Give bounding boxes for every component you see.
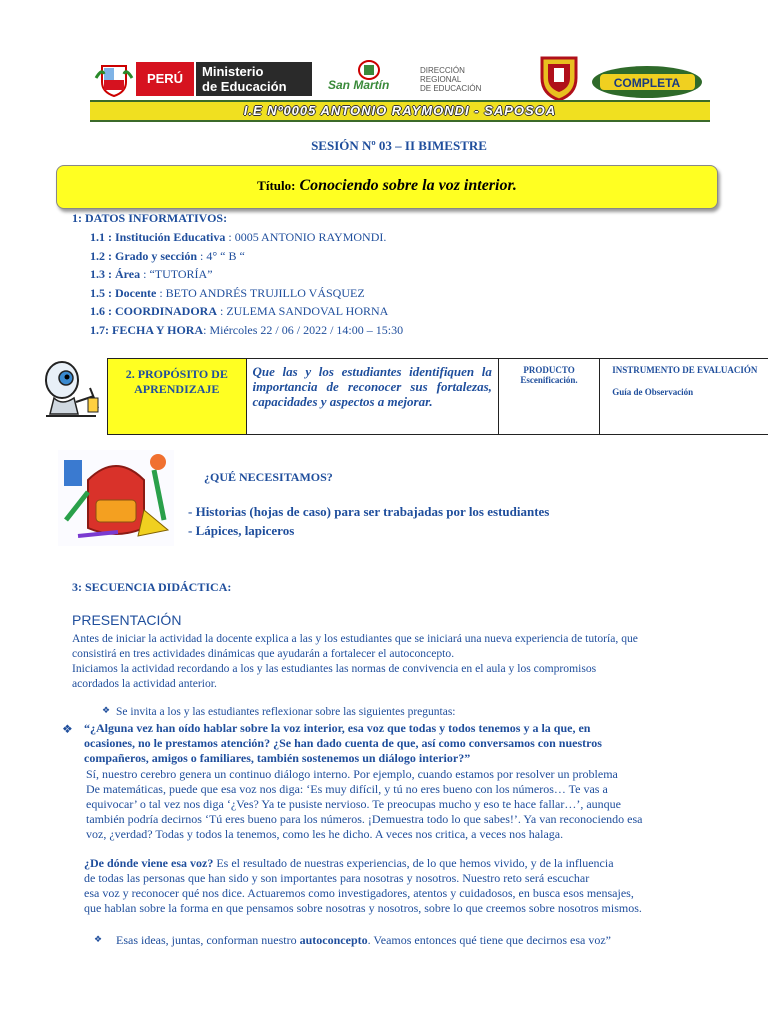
product-value: Escenificación. bbox=[520, 375, 578, 385]
final-text-post: . Veamos entonces qué tiene que decirnos esa voz” bbox=[367, 933, 611, 947]
datos-label: 1.5 : Docente bbox=[90, 286, 157, 300]
datos-row bbox=[90, 267, 213, 282]
datos-row bbox=[90, 323, 403, 338]
question-line: ocasiones, no le prestamos atención? ¿Se han dado cuenta de que, así como conversamos con nuestros bbox=[84, 736, 602, 750]
question-line: compañeros, amigos o familiares, también sostenemos un diálogo interior?” bbox=[84, 751, 471, 765]
title-box bbox=[56, 165, 718, 209]
product-heading: PRODUCTO bbox=[523, 365, 575, 375]
needs-item: - Historias (hojas de caso) para ser trabajadas por los estudiantes bbox=[188, 504, 550, 519]
completa-logo-icon bbox=[590, 62, 705, 100]
question-line: “¿Alguna vez han oído hablar sobre la voz interior, esa voz que todas y todos tenemos y a la que, en bbox=[84, 721, 591, 735]
ministerio-label bbox=[196, 62, 312, 96]
intro-line: Antes de iniciar la actividad la docente explica a las y los estudiantes que se iniciará una nueva experiencia de tutoría, que bbox=[72, 632, 638, 645]
origin-line bbox=[84, 856, 614, 871]
intro-line: Iniciamos la actividad recordando a los y las estudiantes las normas de convivencia en el aula y los compromisos bbox=[72, 662, 597, 675]
intro-line: consistirá en tres actividades dinámicas que ayudarán a fortalecer el autoconcepto. bbox=[72, 647, 455, 660]
minedu-logo bbox=[94, 58, 314, 100]
bullet-icon: ❖ bbox=[94, 934, 103, 944]
bullet-icon: ❖ bbox=[102, 705, 111, 715]
origin-text: Es el resultado de nuestras experiencias, de lo que hemos vivido, y de la influencia bbox=[213, 856, 614, 870]
school-shield-icon bbox=[538, 54, 580, 102]
datos-value: : 0005 ANTONIO RAYMONDI. bbox=[225, 230, 387, 244]
datos-heading: 1: DATOS INFORMATIVOS: bbox=[72, 211, 228, 225]
session-title: SESIÓN Nº 03 – II BIMESTRE bbox=[311, 138, 487, 153]
instrument-heading: INSTRUMENTO DE EVALUACIÓN bbox=[612, 365, 758, 375]
datos-label: 1.7: FECHA Y HORA bbox=[90, 323, 204, 337]
direccion-regional-label bbox=[420, 66, 500, 93]
needs-item: - Lápices, lapiceros bbox=[188, 523, 295, 538]
ministerio-line-1: Ministerio bbox=[202, 64, 264, 79]
sequence-heading: 3: SECUENCIA DIDÁCTICA: bbox=[72, 580, 232, 594]
origin-line: de todas las personas que han sido y son importantes para nosotras y nosotros. Nuestro reto será escuchar bbox=[84, 871, 590, 885]
thinking-character-icon bbox=[40, 358, 106, 420]
needs-heading: ¿QUÉ NECESITAMOS? bbox=[204, 470, 333, 484]
final-text-pre: Esas ideas, juntas, conforman nuestro bbox=[116, 933, 300, 947]
invite-text: Se invita a los y las estudiantes reflexionar sobre las siguientes preguntas: bbox=[116, 706, 456, 718]
intro-line: acordados la actividad anterior. bbox=[72, 677, 217, 690]
origin-question: ¿De dónde viene esa voz? bbox=[84, 856, 214, 870]
origin-line: que hablan sobre la forma en que pensamos sobre nosotras y nosotros, sobre lo que creemos sobre nosotros mismos. bbox=[84, 901, 642, 915]
datos-row bbox=[90, 286, 365, 301]
datos-row bbox=[90, 304, 388, 319]
answer-line: equivocar’ o tal vez nos diga ‘¿Ves? Ya te pusiste nervioso. Te preocupas mucho y eso te hace fallar…’, aunque bbox=[86, 797, 621, 811]
datos-label: 1.6 : COORDINADORA bbox=[90, 304, 217, 318]
school-supplies-icon bbox=[58, 450, 174, 546]
title-label: Título: bbox=[257, 178, 296, 193]
purpose-label: 2. PROPÓSITO DE APRENDIZAJE bbox=[108, 359, 247, 435]
san-martin-logo bbox=[328, 60, 416, 100]
answer-line: también podría decirnos ‘Tú eres bueno para los números. ¡Demuestra todo lo que sabes!’. Ya van reconociendo esa bbox=[86, 812, 643, 826]
direccion-line-2: REGIONAL bbox=[420, 75, 462, 84]
instrument-cell bbox=[600, 359, 768, 435]
school-banner bbox=[90, 100, 710, 122]
datos-value: : Miércoles 22 / 06 / 2022 / 14:00 – 15:30 bbox=[203, 323, 404, 337]
presentacion-heading: PRESENTACIÓN bbox=[72, 612, 182, 628]
instrument-value: Guía de Observación bbox=[612, 387, 694, 397]
product-cell bbox=[498, 359, 599, 435]
ministerio-line-2: de Educación bbox=[202, 79, 287, 94]
purpose-text: Que las y los estudiantes identifiquen la importancia de reconocer sus fortalezas, capacidades y aspectos a mejorar. bbox=[246, 359, 498, 435]
title-value: Conociendo sobre la voz interior. bbox=[299, 177, 517, 194]
final-text-bold: autoconcepto bbox=[299, 933, 368, 947]
school-banner-text: I.E Nº0005 ANTONIO RAYMONDI - SAPOSOA bbox=[243, 103, 557, 118]
san-martin-crest-icon bbox=[354, 60, 384, 80]
datos-label: 1.3 : Área bbox=[90, 267, 141, 281]
datos-row bbox=[90, 249, 245, 264]
bullet-icon: ❖ bbox=[62, 722, 73, 736]
answer-line: Sí, nuestro cerebro genera un continuo diálogo interno. Por ejemplo, cuando estamos por resolver un problema bbox=[86, 767, 618, 781]
peru-label: PERÚ bbox=[136, 62, 194, 96]
direccion-line-3: DE EDUCACIÓN bbox=[420, 84, 482, 93]
datos-value: : ZULEMA SANDOVAL HORNA bbox=[217, 304, 389, 318]
datos-value: : “TUTORÍA” bbox=[140, 267, 213, 281]
direccion-line-1: DIRECCIÓN bbox=[420, 66, 465, 75]
svg-text:COMPLETA: COMPLETA bbox=[613, 76, 681, 90]
datos-value: : BETO ANDRÉS TRUJILLO VÁSQUEZ bbox=[156, 286, 365, 300]
datos-label: 1.2 : Grado y sección bbox=[90, 249, 197, 263]
datos-row bbox=[90, 230, 386, 245]
final-line bbox=[116, 933, 611, 948]
answer-line: De matemáticas, puede que esa voz nos diga: ‘Es muy difícil, y tú no eres bueno con los números… Te vas a bbox=[86, 782, 608, 796]
answer-line: voz, ¿verdad? Todas y todos la tenemos, como les he dicho. A veces nos critica, a veces nos halaga. bbox=[86, 827, 564, 841]
peru-crest-icon bbox=[94, 60, 134, 98]
san-martin-label: San Martín bbox=[328, 78, 390, 92]
purpose-table bbox=[107, 358, 768, 435]
origin-line: esa voz y reconocer qué nos dice. Actuaremos como investigadores, atentos y cuidadosos, en busca esos mensajes, bbox=[84, 886, 634, 900]
datos-label: 1.1 : Institución Educativa bbox=[90, 230, 226, 244]
datos-value: : 4° “ B “ bbox=[197, 249, 245, 263]
